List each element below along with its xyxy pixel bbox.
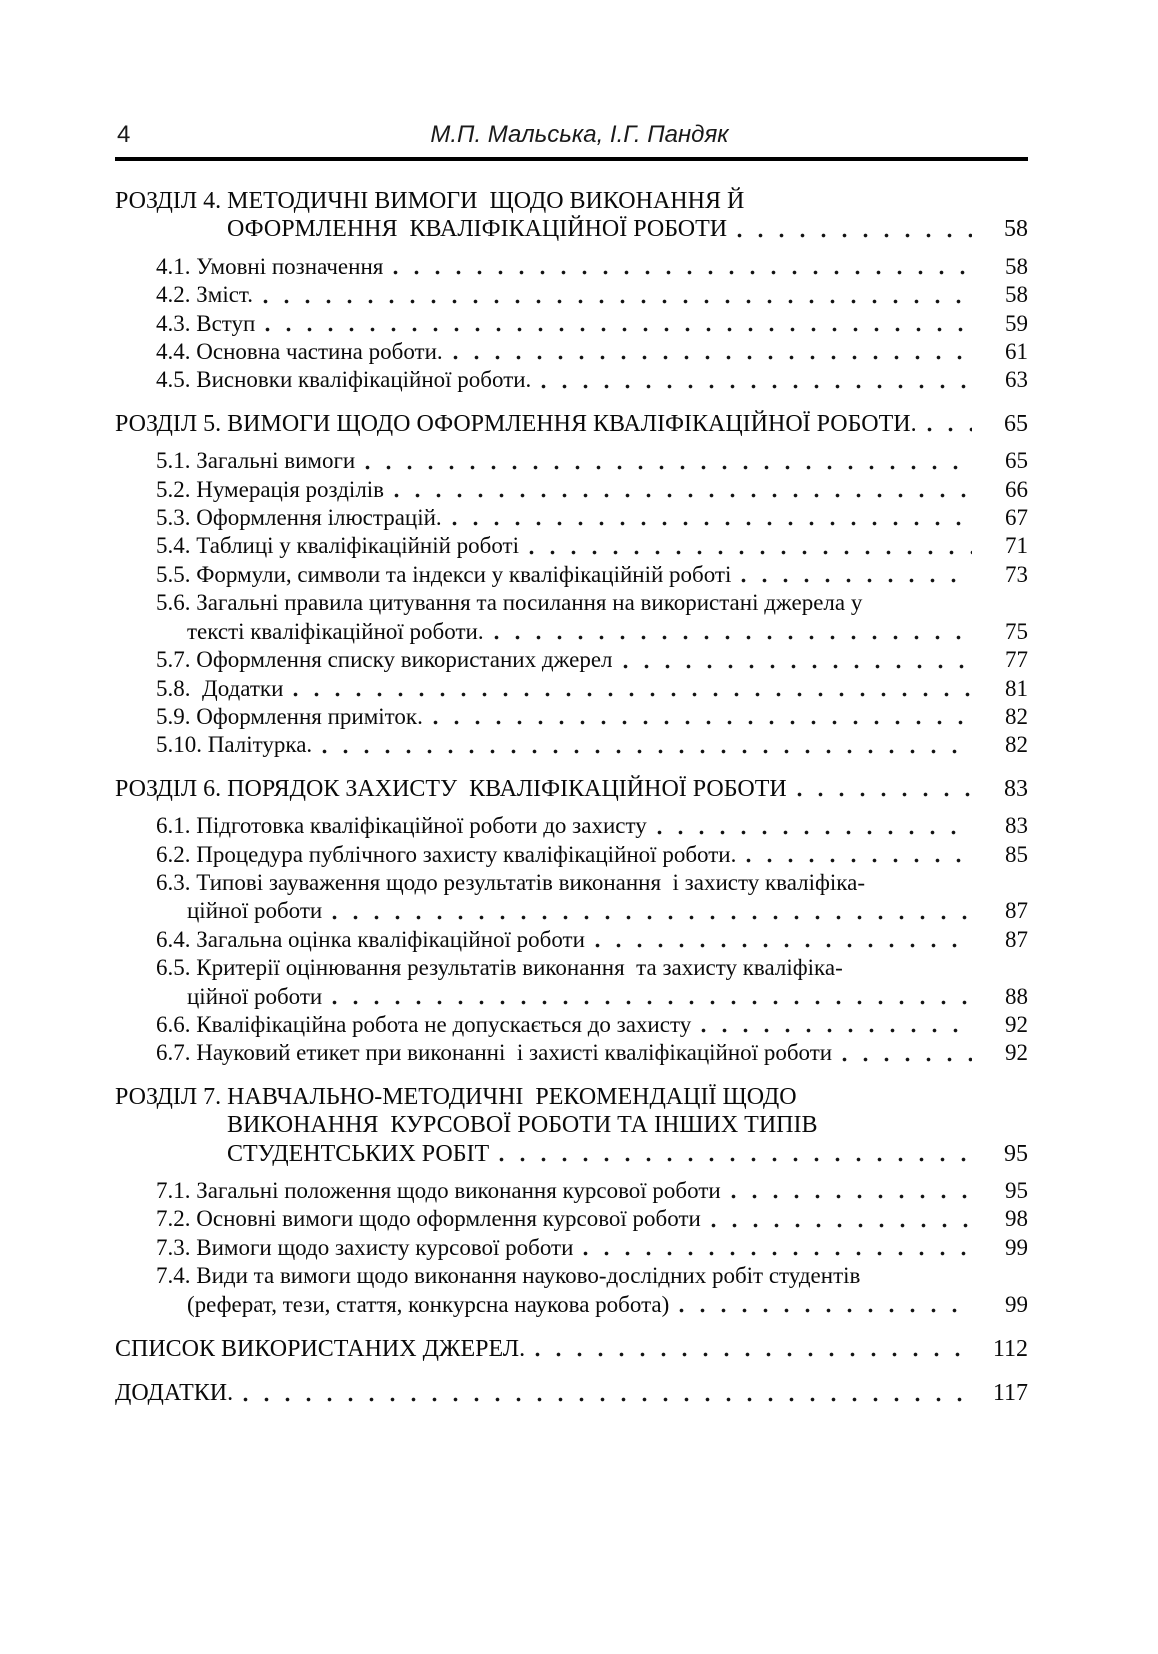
toc-page-number: 99 [1005, 1234, 1028, 1260]
toc-entry-line [115, 954, 1028, 982]
toc-entry [115, 338, 1028, 366]
dot-leader [332, 1000, 972, 1005]
running-header [115, 121, 1028, 149]
toc-entry-line [115, 646, 1028, 674]
toc-entry-line [115, 775, 1028, 803]
dot-leader [657, 830, 972, 835]
toc-entry [115, 281, 1028, 309]
toc-entry [115, 1177, 1028, 1205]
toc-list [115, 187, 1028, 1408]
toc-entry-text: 5.9. Оформлення приміток. [156, 703, 423, 729]
toc-entry [115, 1262, 1028, 1319]
dot-leader [265, 327, 972, 332]
dot-leader [595, 943, 972, 948]
dot-leader [535, 1352, 972, 1357]
toc-entry-text: (реферат, тези, стаття, конкурсна наукова робота) [187, 1291, 670, 1317]
toc-entry-text: 5.7. Оформлення списку використаних джерел [156, 647, 613, 673]
toc-entry [115, 532, 1028, 560]
dot-leader [393, 270, 972, 275]
toc-entry-text: 4.3. Вступ [156, 310, 256, 336]
toc-page-number: 67 [1005, 505, 1028, 531]
toc-entry-text: ційної роботи [187, 983, 323, 1009]
dot-leader [293, 692, 972, 697]
toc-entry-line [115, 338, 1028, 366]
toc-entry-line [115, 897, 1028, 925]
toc-page-number: 82 [1005, 703, 1028, 729]
toc-entry-text: 6.7. Науковий етикет при виконанні і захисті кваліфікаційної роботи [156, 1040, 833, 1066]
toc-entry-text: 5.2. Нумерація розділів [156, 476, 385, 502]
toc-entry-line [115, 1262, 1028, 1290]
toc-page-number: 58 [1004, 216, 1028, 243]
dot-leader [842, 1057, 972, 1062]
toc-entry-text: 7.3. Вимоги щодо захисту курсової роботи [156, 1234, 574, 1260]
toc-entry-text: ОФОРМЛЕННЯ КВАЛІФІКАЦІЙНОЇ РОБОТИ [227, 216, 728, 243]
toc-entry-line [115, 504, 1028, 532]
toc-page-number: 92 [1005, 1011, 1028, 1037]
dot-leader [541, 384, 972, 389]
toc-page-number: 88 [1005, 983, 1028, 1009]
toc-entry-text: 4.4. Основна частина роботи. [156, 339, 443, 365]
dot-leader [453, 355, 972, 360]
toc-entry-line [115, 1011, 1028, 1039]
toc-page-number: 83 [1005, 813, 1028, 839]
dot-leader [433, 720, 972, 725]
toc-page-number: 73 [1005, 561, 1028, 587]
dot-leader [529, 550, 972, 555]
toc-page-number: 98 [1005, 1206, 1028, 1232]
toc-entry [115, 410, 1028, 438]
toc-entry-line [115, 675, 1028, 703]
toc-entry [115, 1011, 1028, 1039]
toc-entry [115, 504, 1028, 532]
toc-entry-line [115, 215, 1028, 243]
dot-leader [623, 664, 972, 669]
dot-leader [499, 1157, 972, 1162]
toc-entry-line [115, 1205, 1028, 1233]
dot-leader [394, 493, 972, 498]
toc-entry [115, 775, 1028, 803]
toc-page-number: 87 [1005, 898, 1028, 924]
toc-entry [115, 447, 1028, 475]
toc-entry-text: РОЗДІЛ 4. МЕТОДИЧНІ ВИМОГИ ЩОДО ВИКОНАННЯ Й [115, 188, 745, 214]
toc-entry-line [115, 476, 1028, 504]
toc-page-number: 117 [992, 1380, 1028, 1407]
toc-page-number: 77 [1005, 647, 1028, 673]
toc-entry-text: РОЗДІЛ 7. НАВЧАЛЬНО-МЕТОДИЧНІ РЕКОМЕНДАЦІЇ ЩОДО [115, 1083, 797, 1110]
toc-entry [115, 812, 1028, 840]
toc-entry-line [115, 532, 1028, 560]
toc-entry-line [115, 281, 1028, 309]
toc-entry-text: 5.3. Оформлення ілюстрацій. [156, 505, 442, 531]
toc-entry-text: 6.6. Кваліфікаційна робота не допускається до захисту [156, 1011, 692, 1037]
toc-page-number: 95 [1004, 1140, 1028, 1167]
toc-entry [115, 841, 1028, 869]
toc-entry [115, 1205, 1028, 1233]
toc-entry-line [115, 1140, 1028, 1168]
toc-entry [115, 954, 1028, 1011]
toc-entry-line [115, 561, 1028, 589]
toc-entry-text: 7.2. Основні вимоги щодо оформлення курсової роботи [156, 1206, 701, 1232]
toc-entry [115, 476, 1028, 504]
toc-entry-line [115, 1083, 1028, 1111]
toc-page-number: 81 [1005, 675, 1028, 701]
toc-entry-text: ДОДАТКИ. [115, 1380, 234, 1407]
toc-entry [115, 253, 1028, 281]
toc-entry-text: 4.2. Зміст. [156, 282, 253, 308]
toc-entry [115, 187, 1028, 244]
toc-entry-text: 6.5. Критерії оцінювання результатів виконання та захисту кваліфіка- [156, 955, 843, 981]
dot-leader [746, 858, 972, 863]
toc-entry-line [115, 1291, 1028, 1319]
dot-leader [322, 749, 972, 754]
toc-entry-text: ційної роботи [187, 898, 323, 924]
toc-entry-line [115, 1177, 1028, 1205]
toc-entry-text: ВИКОНАННЯ КУРСОВОЇ РОБОТИ ТА ІНШИХ ТИПІВ [227, 1112, 818, 1139]
toc-page-number: 58 [1005, 253, 1028, 279]
toc-entry-line [115, 1335, 1028, 1363]
toc-entry-text: 5.6. Загальні правила цитування та посилання на використані джерела у [156, 590, 863, 616]
toc-entry [115, 731, 1028, 759]
toc-entry-line [115, 366, 1028, 394]
toc-entry-text: 6.4. Загальна оцінка кваліфікаційної роботи [156, 926, 585, 952]
toc-page-number: 92 [1005, 1040, 1028, 1066]
toc-entry-text: 7.1. Загальні положення щодо виконання курсової роботи [156, 1178, 721, 1203]
toc-entry-text: 5.5. Формули, символи та індекси у кваліфікаційній роботі [156, 561, 732, 587]
toc-page-number: 75 [1005, 618, 1028, 644]
header-rule [115, 157, 1028, 161]
toc-entry-line [115, 618, 1028, 646]
toc-entry [115, 1039, 1028, 1067]
dot-leader [494, 635, 972, 640]
toc-entry-text: 6.2. Процедура публічного захисту кваліфікаційної роботи. [156, 841, 737, 867]
toc-entry-text: РОЗДІЛ 5. ВИМОГИ ЩОДО ОФОРМЛЕННЯ КВАЛІФІКАЦІЙНОЇ РОБОТИ. [115, 410, 917, 437]
toc-page-number: 63 [1005, 367, 1028, 393]
toc-entry-line [115, 841, 1028, 869]
toc-entry [115, 366, 1028, 394]
toc-entry-text: 6.3. Типові зауваження щодо результатів виконання і захисту кваліфіка- [156, 869, 865, 895]
toc-entry-line [115, 1234, 1028, 1262]
toc-entry-line [115, 812, 1028, 840]
toc-entry-text: СТУДЕНТСЬКИХ РОБІТ [227, 1140, 490, 1167]
toc-entry [115, 1335, 1028, 1363]
toc-page-number: 59 [1005, 310, 1028, 336]
dot-leader [731, 1194, 972, 1199]
toc-entry-text: 4.5. Висновки кваліфікаційної роботи. [156, 367, 532, 393]
dot-leader [741, 578, 972, 583]
dot-leader [365, 465, 972, 470]
toc-entry [115, 926, 1028, 954]
dot-leader [927, 427, 972, 432]
dot-leader [332, 915, 972, 920]
toc-entry-line [115, 589, 1028, 617]
toc-page-number: 58 [1005, 282, 1028, 308]
toc-entry-line [115, 703, 1028, 731]
toc-entry-text: 5.4. Таблиці у кваліфікаційній роботі [156, 533, 519, 559]
dot-leader [701, 1028, 972, 1033]
toc-entry-text: 6.1. Підготовка кваліфікаційної роботи до захисту [156, 813, 647, 839]
toc-entry-line [115, 1039, 1028, 1067]
toc-entry-line [115, 410, 1028, 438]
toc-entry [115, 589, 1028, 646]
toc-entry-text: 5.1. Загальні вимоги [156, 448, 356, 474]
toc-entry-text: тексті кваліфікаційної роботи. [187, 618, 484, 644]
toc-entry-line [115, 187, 1028, 215]
toc-entry-line [115, 447, 1028, 475]
toc-entry-line [115, 731, 1028, 759]
toc-entry-line [115, 869, 1028, 897]
toc-page-number: 87 [1005, 926, 1028, 952]
toc-entry [115, 1083, 1028, 1168]
toc-entry-line [115, 253, 1028, 281]
toc-entry-line [115, 1379, 1028, 1407]
toc-entry-text: РОЗДІЛ 6. ПОРЯДОК ЗАХИСТУ КВАЛІФІКАЦІЙНОЇ РОБОТИ [115, 775, 787, 802]
toc-entry [115, 310, 1028, 338]
toc-entry [115, 869, 1028, 926]
dot-leader [243, 1397, 972, 1402]
dot-leader [452, 521, 972, 526]
toc-page-number: 65 [1005, 448, 1028, 474]
dot-leader [797, 792, 972, 797]
dot-leader [263, 299, 972, 304]
dot-leader [737, 233, 972, 238]
toc-page-number: 82 [1005, 732, 1028, 758]
toc-page-number: 65 [1004, 410, 1028, 437]
toc-entry [115, 1234, 1028, 1262]
dot-leader [583, 1251, 972, 1256]
dot-leader [679, 1308, 972, 1313]
page-number: 4 [117, 121, 131, 148]
toc-page-number: 112 [992, 1336, 1028, 1363]
toc-entry [115, 675, 1028, 703]
toc-entry-text: 4.1. Умовні позначення [156, 253, 384, 279]
toc-entry-line [115, 1111, 1028, 1139]
dot-leader [711, 1223, 972, 1228]
toc-entry-text: 5.8. Додатки [156, 675, 284, 701]
toc-entry-text: 7.4. Види та вимоги щодо виконання науково-дослідних робіт студентів [156, 1263, 861, 1289]
toc-entry [115, 561, 1028, 589]
toc-page-number: 66 [1005, 476, 1028, 502]
toc-entry [115, 646, 1028, 674]
toc-entry-text: 5.10. Палітурка. [156, 732, 313, 758]
toc-page-number: 85 [1005, 841, 1028, 867]
toc-page-number: 71 [1005, 533, 1028, 559]
toc-entry-line [115, 983, 1028, 1011]
toc-page-number: 99 [1005, 1291, 1028, 1317]
toc-entry-text: СПИСОК ВИКОРИСТАНИХ ДЖЕРЕЛ. [115, 1336, 526, 1363]
toc-page-number: 95 [1005, 1178, 1028, 1203]
toc-entry [115, 703, 1028, 731]
toc-page-number: 61 [1005, 339, 1028, 365]
running-title: М.П. Мальська, І.Г. Пандяк [430, 121, 729, 148]
toc-page-number: 83 [1004, 775, 1028, 802]
toc-entry-line [115, 926, 1028, 954]
toc-entry [115, 1379, 1028, 1407]
toc-entry-line [115, 310, 1028, 338]
